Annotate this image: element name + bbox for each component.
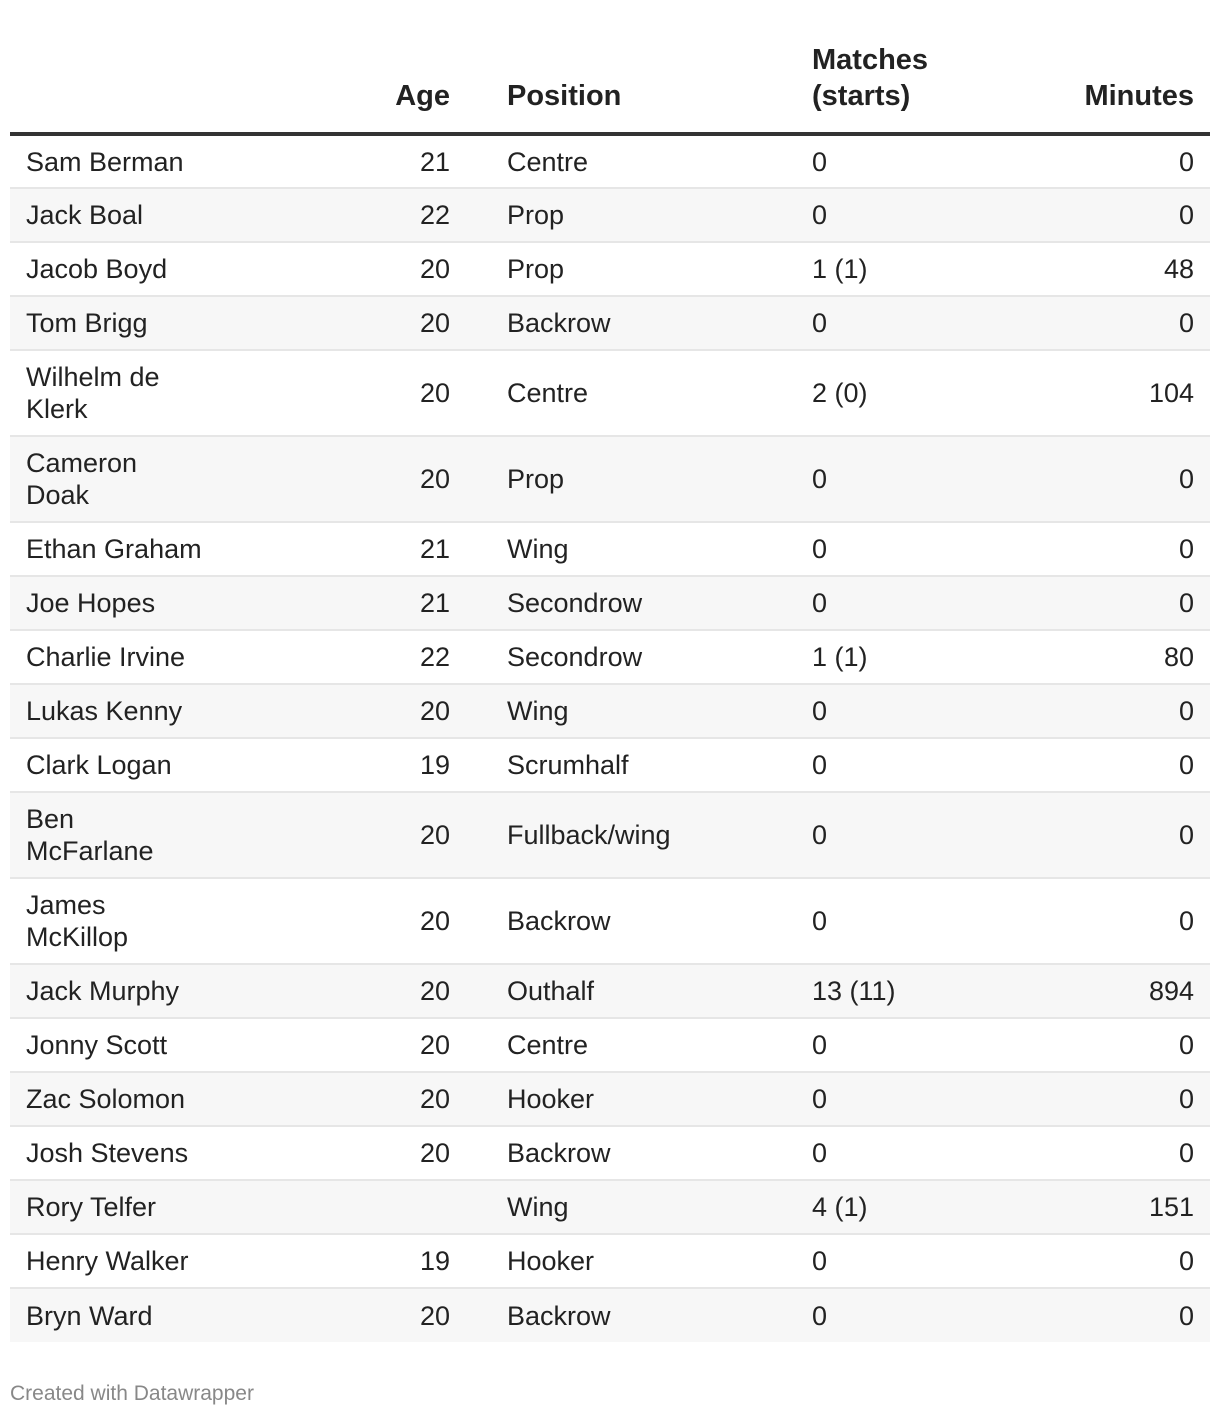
cell-minutes: 0 <box>981 1072 1210 1126</box>
table-row <box>10 350 1210 436</box>
cell-player-name: James McKillop <box>10 878 230 964</box>
header-matches <box>771 0 981 134</box>
cell-position: Outhalf <box>466 964 771 1018</box>
cell-minutes: 0 <box>981 738 1210 792</box>
cell-minutes: 894 <box>981 964 1210 1018</box>
cell-player-name: Jack Boal <box>10 188 230 242</box>
cell-player-name: Bryn Ward <box>10 1288 230 1342</box>
cell-position: Wing <box>466 1180 771 1234</box>
cell-minutes: 0 <box>981 1126 1210 1180</box>
cell-player-name: Charlie Irvine <box>10 630 230 684</box>
cell-matches: 13 (11) <box>771 964 981 1018</box>
datawrapper-credit: Created with Datawrapper <box>10 1382 254 1405</box>
table-row <box>10 1072 1210 1126</box>
cell-player-name: Josh Stevens <box>10 1126 230 1180</box>
cell-position: Backrow <box>466 878 771 964</box>
header-row <box>10 0 1210 134</box>
cell-matches: 0 <box>771 134 981 188</box>
cell-age: 21 <box>230 522 466 576</box>
cell-player-name: Jack Murphy <box>10 964 230 1018</box>
cell-age: 21 <box>230 576 466 630</box>
cell-player-name: Wilhelm de Klerk <box>10 350 230 436</box>
cell-position: Secondrow <box>466 576 771 630</box>
cell-age: 20 <box>230 1018 466 1072</box>
table-header <box>10 0 1210 134</box>
cell-matches: 0 <box>771 1018 981 1072</box>
cell-age: 20 <box>230 1126 466 1180</box>
cell-age: 20 <box>230 1072 466 1126</box>
table-row <box>10 878 1210 964</box>
cell-position: Centre <box>466 350 771 436</box>
cell-matches: 1 (1) <box>771 630 981 684</box>
cell-player-name: Lukas Kenny <box>10 684 230 738</box>
cell-matches: 0 <box>771 792 981 878</box>
cell-minutes: 0 <box>981 188 1210 242</box>
table-row <box>10 1180 1210 1234</box>
cell-position: Centre <box>466 1018 771 1072</box>
table-row <box>10 792 1210 878</box>
cell-minutes: 0 <box>981 684 1210 738</box>
cell-age: 19 <box>230 738 466 792</box>
cell-matches: 0 <box>771 878 981 964</box>
cell-position: Centre <box>466 134 771 188</box>
roster-table-container <box>10 0 1210 1342</box>
cell-matches: 0 <box>771 684 981 738</box>
table-body <box>10 134 1210 1342</box>
cell-player-name: Joe Hopes <box>10 576 230 630</box>
cell-player-name: Henry Walker <box>10 1234 230 1288</box>
cell-position: Scrumhalf <box>466 738 771 792</box>
header-player <box>10 0 230 134</box>
table-row <box>10 522 1210 576</box>
cell-age: 19 <box>230 1234 466 1288</box>
cell-minutes: 80 <box>981 630 1210 684</box>
cell-matches: 1 (1) <box>771 242 981 296</box>
cell-age: 22 <box>230 630 466 684</box>
cell-matches: 0 <box>771 1288 981 1342</box>
roster-table <box>10 0 1210 1342</box>
cell-position: Fullback/wing <box>466 792 771 878</box>
cell-player-name: Zac Solomon <box>10 1072 230 1126</box>
cell-minutes: 48 <box>981 242 1210 296</box>
cell-player-name: Jacob Boyd <box>10 242 230 296</box>
cell-matches: 0 <box>771 1072 981 1126</box>
cell-player-name: Rory Telfer <box>10 1180 230 1234</box>
cell-minutes: 0 <box>981 522 1210 576</box>
cell-player-name: Tom Brigg <box>10 296 230 350</box>
cell-matches: 0 <box>771 576 981 630</box>
cell-minutes: 0 <box>981 1018 1210 1072</box>
cell-matches: 4 (1) <box>771 1180 981 1234</box>
table-row <box>10 576 1210 630</box>
cell-age: 20 <box>230 1288 466 1342</box>
cell-matches: 0 <box>771 522 981 576</box>
cell-minutes: 0 <box>981 1288 1210 1342</box>
cell-player-name: Cameron Doak <box>10 436 230 522</box>
header-matches-line1: Matches <box>812 44 929 76</box>
cell-player-name: Jonny Scott <box>10 1018 230 1072</box>
cell-age: 22 <box>230 188 466 242</box>
header-matches-line2: (starts) <box>812 80 911 112</box>
cell-minutes: 0 <box>981 296 1210 350</box>
cell-matches: 0 <box>771 296 981 350</box>
table-row <box>10 738 1210 792</box>
cell-player-name: Ben McFarlane <box>10 792 230 878</box>
table-row <box>10 684 1210 738</box>
cell-matches: 2 (0) <box>771 350 981 436</box>
cell-matches: 0 <box>771 1234 981 1288</box>
cell-matches: 0 <box>771 738 981 792</box>
table-row <box>10 1234 1210 1288</box>
table-row <box>10 1288 1210 1342</box>
cell-player-name: Sam Berman <box>10 134 230 188</box>
cell-age: 20 <box>230 684 466 738</box>
cell-position: Wing <box>466 522 771 576</box>
cell-position: Backrow <box>466 1126 771 1180</box>
cell-position: Prop <box>466 242 771 296</box>
cell-position: Backrow <box>466 1288 771 1342</box>
cell-minutes: 0 <box>981 576 1210 630</box>
cell-position: Prop <box>466 436 771 522</box>
cell-age: 20 <box>230 296 466 350</box>
cell-age: 20 <box>230 878 466 964</box>
table-row <box>10 242 1210 296</box>
cell-age: 20 <box>230 350 466 436</box>
table-row <box>10 188 1210 242</box>
cell-position: Hooker <box>466 1234 771 1288</box>
cell-minutes: 151 <box>981 1180 1210 1234</box>
header-position: Position <box>466 0 771 134</box>
cell-position: Hooker <box>466 1072 771 1126</box>
table-row <box>10 964 1210 1018</box>
cell-player-name: Clark Logan <box>10 738 230 792</box>
header-age: Age <box>230 0 466 134</box>
cell-age: 21 <box>230 134 466 188</box>
cell-minutes: 0 <box>981 792 1210 878</box>
table-row <box>10 296 1210 350</box>
cell-minutes: 0 <box>981 436 1210 522</box>
cell-position: Wing <box>466 684 771 738</box>
cell-age: 20 <box>230 792 466 878</box>
cell-age <box>230 1180 466 1234</box>
cell-minutes: 0 <box>981 878 1210 964</box>
header-minutes: Minutes <box>981 0 1210 134</box>
cell-matches: 0 <box>771 1126 981 1180</box>
cell-matches: 0 <box>771 188 981 242</box>
cell-minutes: 0 <box>981 1234 1210 1288</box>
table-row <box>10 134 1210 188</box>
cell-age: 20 <box>230 964 466 1018</box>
table-row <box>10 1126 1210 1180</box>
cell-player-name: Ethan Graham <box>10 522 230 576</box>
cell-minutes: 104 <box>981 350 1210 436</box>
cell-minutes: 0 <box>981 134 1210 188</box>
table-row <box>10 1018 1210 1072</box>
cell-position: Backrow <box>466 296 771 350</box>
table-row <box>10 630 1210 684</box>
cell-position: Secondrow <box>466 630 771 684</box>
cell-age: 20 <box>230 242 466 296</box>
cell-matches: 0 <box>771 436 981 522</box>
cell-position: Prop <box>466 188 771 242</box>
cell-age: 20 <box>230 436 466 522</box>
table-row <box>10 436 1210 522</box>
